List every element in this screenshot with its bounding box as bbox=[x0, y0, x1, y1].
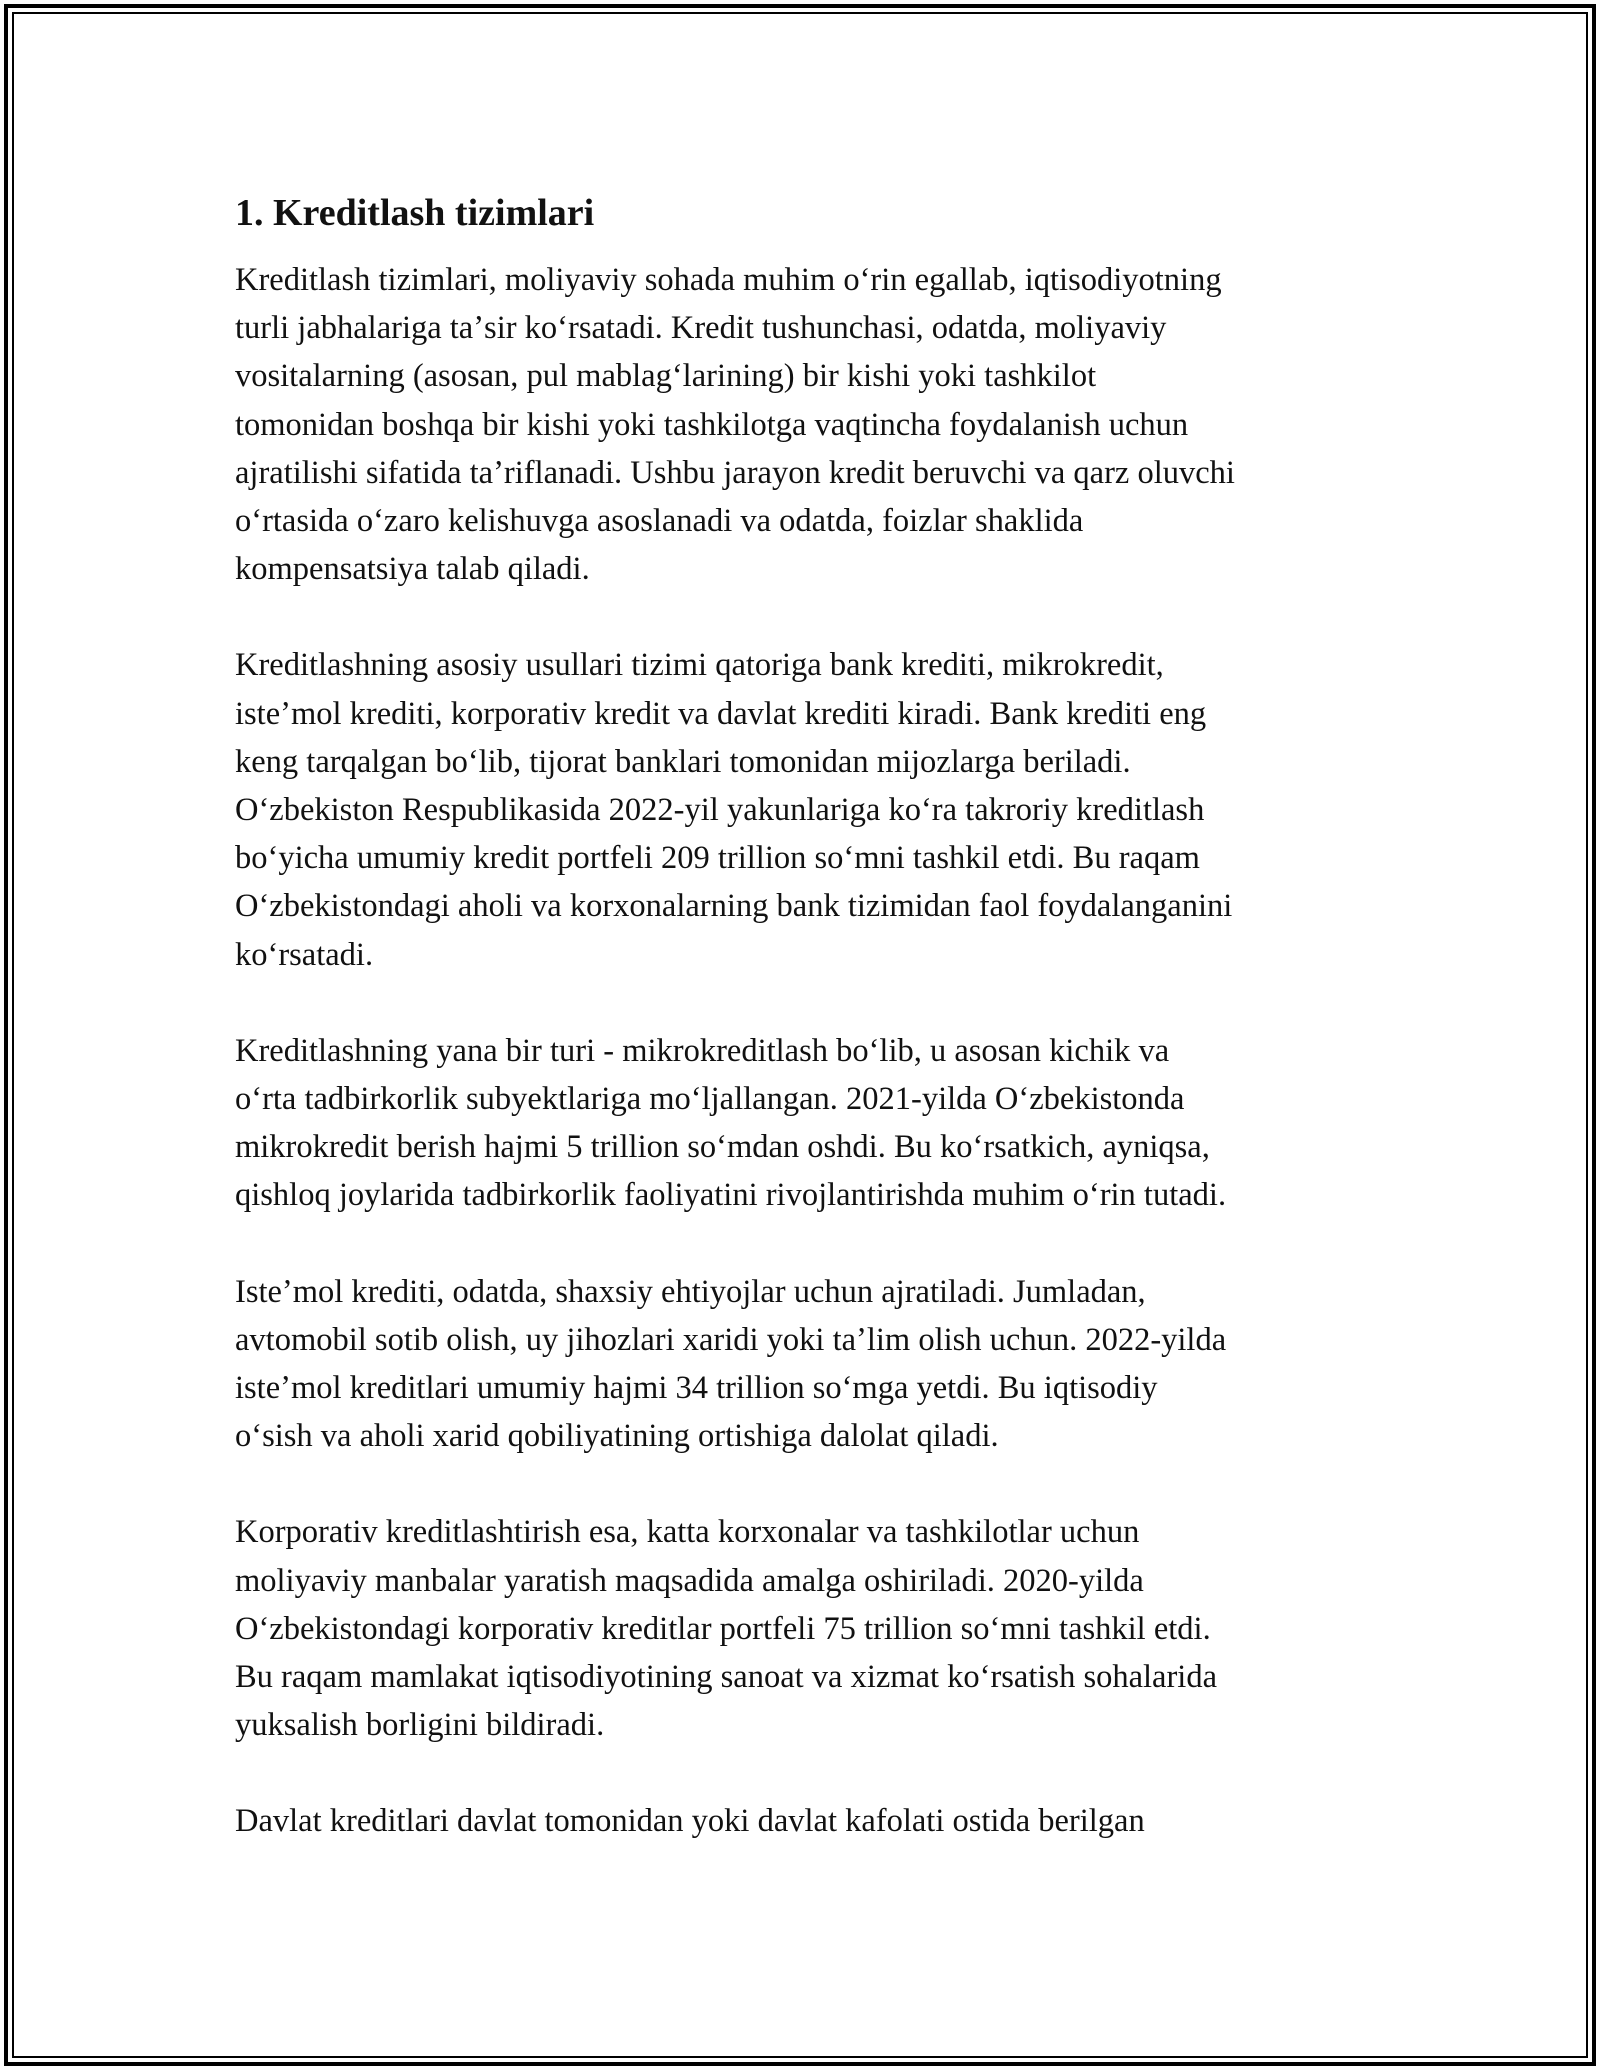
text-line: Korporativ kreditlashtirish esa, katta korxonalar va tashkilotlar uchun bbox=[235, 1514, 1140, 1551]
document-body bbox=[235, 188, 1365, 1846]
text-line: koʻrsatadi. bbox=[235, 936, 374, 973]
text-line: vositalarning (asosan, pul mablagʻlarining) bir kishi yoki tashkilot bbox=[235, 358, 1097, 395]
text-line: mikrokredit berish hajmi 5 trillion soʻmdan oshdi. Bu koʻrsatkich, ayniqsa, bbox=[235, 1129, 1210, 1166]
paragraph-credit-methods bbox=[235, 641, 1365, 978]
text-line: isteʼmol kreditlari umumiy hajmi 34 trillion soʻmga yetdi. Bu iqtisodiy bbox=[235, 1370, 1158, 1407]
text-line: tomonidan boshqa bir kishi yoki tashkilotga vaqtincha foydalanish uchun bbox=[235, 406, 1189, 443]
paragraph-credit-systems-intro bbox=[235, 256, 1365, 593]
text-line: turli jabhalariga taʼsir koʻrsatadi. Kredit tushunchasi, odatda, moliyaviy bbox=[235, 310, 1167, 347]
text-line: Kreditlashning yana bir turi - mikrokreditlash boʻlib, u asosan kichik va bbox=[235, 1032, 1170, 1069]
text-line: Kreditlashning asosiy usullari tizimi qatoriga bank krediti, mikrokredit, bbox=[235, 647, 1164, 684]
text-line: avtomobil sotib olish, uy jihozlari xaridi yoki taʼlim olish uchun. 2022-yilda bbox=[235, 1321, 1227, 1358]
paragraph-consumer-credit bbox=[235, 1268, 1365, 1461]
text-line: moliyaviy manbalar yaratish maqsadida amalga oshiriladi. 2020-yilda bbox=[235, 1562, 1144, 1599]
text-line: kompensatsiya talab qiladi. bbox=[235, 551, 590, 588]
text-line: boʻyicha umumiy kredit portfeli 209 trillion soʻmni tashkil etdi. Bu raqam bbox=[235, 840, 1200, 877]
text-line: Isteʼmol krediti, odatda, shaxsiy ehtiyojlar uchun ajratiladi. Jumladan, bbox=[235, 1273, 1146, 1310]
text-line: yuksalish borligini bildiradi. bbox=[235, 1707, 605, 1744]
text-line: Bu raqam mamlakat iqtisodiyotining sanoat va xizmat koʻrsatish sohalarida bbox=[235, 1659, 1217, 1696]
paragraph-microcredit bbox=[235, 1027, 1365, 1220]
text-line: Kreditlash tizimlari, moliyaviy sohada muhim oʻrin egallab, iqtisodiyotning bbox=[235, 262, 1222, 298]
text-line: isteʼmol krediti, korporativ kredit va davlat krediti kiradi. Bank krediti eng bbox=[235, 695, 1207, 732]
text-line: oʻsish va aholi xarid qobiliyatining ortishiga dalolat qiladi. bbox=[235, 1418, 999, 1455]
paragraph-corporate-credit bbox=[235, 1508, 1365, 1749]
text-line: oʻrtasida oʻzaro kelishuvga asoslanadi va odatda, foizlar shaklida bbox=[235, 503, 1084, 540]
text-line: oʻrta tadbirkorlik subyektlariga moʻljallangan. 2021-yilda Oʻzbekistonda bbox=[235, 1081, 1185, 1118]
text-line: Davlat kreditlari davlat tomonidan yoki davlat kafolati ostida berilgan bbox=[235, 1803, 1145, 1840]
text-line: Oʻzbekiston Respublikasida 2022-yil yakunlariga koʻra takroriy kreditlash bbox=[235, 792, 1205, 829]
paragraph-state-credit bbox=[235, 1797, 1365, 1845]
text-line: Oʻzbekistondagi aholi va korxonalarning bank tizimidan faol foydalanganini bbox=[235, 888, 1233, 925]
text-line: ajratilishi sifatida taʼriflanadi. Ushbu jarayon kredit beruvchi va qarz oluvchi bbox=[235, 454, 1235, 491]
text-line: keng tarqalgan boʻlib, tijorat banklari tomonidan mijozlarga beriladi. bbox=[235, 743, 1131, 780]
text-line: Oʻzbekistondagi korporativ kreditlar portfeli 75 trillion soʻmni tashkil etdi. bbox=[235, 1610, 1211, 1647]
section-heading: 1. Kreditlash tizimlari bbox=[235, 192, 595, 234]
text-line: qishloq joylarida tadbirkorlik faoliyatini rivojlantirishda muhim oʻrin tutadi. bbox=[235, 1177, 1227, 1214]
